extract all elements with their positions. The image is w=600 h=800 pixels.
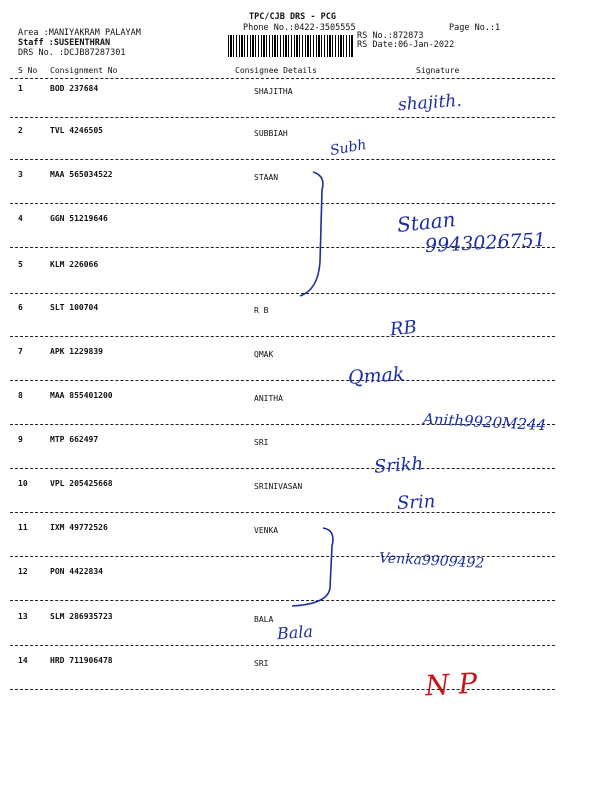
area-label: Area :MANIYAKRAM PALAYAM [18, 28, 141, 38]
document-title: TPC/CJB DRS - PCG [249, 12, 336, 22]
column-sno: S No [18, 66, 38, 75]
signature-2: Subh [328, 136, 368, 160]
signature-1: shajith. [397, 90, 463, 116]
row-consignment-number: IXM 49772526 [50, 523, 108, 532]
drs-number: DRS No. :DCJB87287301 [18, 48, 126, 58]
column-consignment: Consignment No [50, 66, 118, 75]
signature-4: RB [388, 316, 418, 341]
signature-5: Qmak [347, 363, 406, 389]
row-serial-number: 11 [18, 523, 28, 532]
row-serial-number: 7 [18, 347, 23, 356]
row-serial-number: 3 [18, 170, 23, 179]
row-consignee-name: SRINIVASAN [254, 482, 303, 491]
signature-6: Anith9920M244 [422, 409, 547, 435]
row-serial-number: 2 [18, 126, 23, 135]
row-consignment-number: APK 1229839 [50, 347, 103, 356]
row-consignment-number: MAA 855401200 [50, 391, 113, 400]
row-serial-number: 9 [18, 435, 23, 444]
row-consignment-number: PON 4422834 [50, 567, 103, 576]
row-consignee-name: BALA [254, 615, 274, 624]
row-serial-number: 4 [18, 214, 23, 223]
column-consignee: Consignee Details [235, 66, 317, 75]
signature-9: Venka9909492 [378, 550, 485, 572]
row-consignment-number: MTP 662497 [50, 435, 99, 444]
row-consignee-name: SHAJITHA [254, 87, 293, 96]
row-consignment-number: BOD 237684 [50, 84, 99, 93]
row-serial-number: 13 [18, 612, 28, 621]
row-consignment-number: KLM 226066 [50, 260, 99, 269]
row-consignee-name: VENKA [254, 526, 279, 535]
page-number: Page No.:1 [449, 23, 501, 33]
staff-label: Staff :SUSEENTHRAN [18, 38, 111, 48]
column-signature: Signature [416, 66, 460, 75]
signature-10: Bala [276, 621, 314, 644]
not-present-mark: N P [424, 666, 479, 703]
row-consignment-number: TVL 4246505 [50, 126, 103, 135]
signature-8: Srin [396, 491, 436, 514]
row-consignment-number: HRD 711906478 [50, 656, 113, 665]
phone-handwritten: 9943026751 [424, 228, 547, 258]
row-consignee-name: SUBBIAH [254, 129, 288, 138]
row-consignment-number: MAA 565034522 [50, 170, 113, 179]
row-consignment-number: VPL 205425668 [50, 479, 113, 488]
row-consignee-name: QMAK [254, 350, 274, 359]
row-consignee-name: R B [254, 306, 269, 315]
row-serial-number: 1 [18, 84, 23, 93]
row-consignee-name: SRI [254, 659, 269, 668]
bracket-rows-3-5 [300, 172, 323, 296]
row-serial-number: 5 [18, 260, 23, 269]
row-serial-number: 14 [18, 656, 28, 665]
row-serial-number: 12 [18, 567, 28, 576]
row-consignee-name: SRI [254, 438, 269, 447]
row-consignee-name: ANITHA [254, 394, 283, 403]
row-consignment-number: GGN 51219646 [50, 214, 108, 223]
row-serial-number: 8 [18, 391, 23, 400]
row-consignment-number: SLT 100704 [50, 303, 99, 312]
signature-7: Srikh [373, 453, 424, 478]
rs-number: RS No.:872873 [357, 31, 424, 41]
row-consignment-number: SLM 286935723 [50, 612, 113, 621]
row-serial-number: 10 [18, 479, 28, 488]
rs-date: RS Date:06-Jan-2022 [357, 40, 455, 50]
row-consignee-name: STAAN [254, 173, 279, 182]
signature-3: Staan [395, 207, 457, 237]
phone-number: Phone No.:0422-3505555 [243, 23, 356, 33]
row-serial-number: 6 [18, 303, 23, 312]
bracket-rows-11-12 [292, 528, 333, 606]
